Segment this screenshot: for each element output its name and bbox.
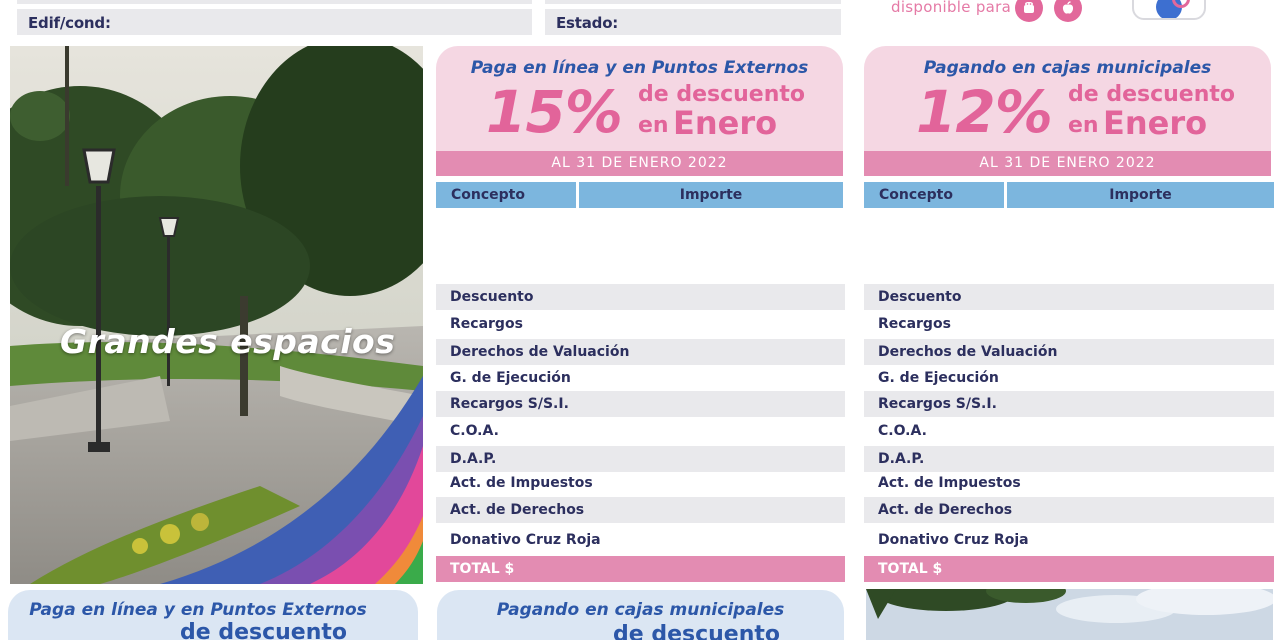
table-row: Recargos	[450, 316, 523, 332]
estado-field[interactable]	[545, 9, 841, 35]
table-row: G. de Ejecución	[450, 370, 571, 386]
promo-cajas-desc-month: Enero	[1103, 104, 1208, 142]
table-row: C.O.A.	[450, 423, 499, 439]
promo-cajas-desc: de descuento	[1068, 82, 1236, 107]
promo-bottom-cajas-desc: de descuento	[613, 622, 781, 640]
promo-online-deadline: AL 31 DE ENERO 2022	[436, 151, 843, 176]
table-row: Act. de Impuestos	[878, 475, 1021, 491]
promo-cajas-deadline: AL 31 DE ENERO 2022	[864, 151, 1271, 176]
app-logo[interactable]	[1132, 0, 1206, 20]
col-concept: Concepto	[436, 182, 576, 208]
promo-bottom-cajas-percent	[493, 622, 603, 640]
promo-online-desc-month: Enero	[673, 104, 778, 142]
table-row: G. de Ejecución	[878, 370, 999, 386]
promo-online-title: Paga en línea y en Puntos Externos	[470, 58, 809, 78]
promo-online	[436, 46, 843, 176]
android-icon[interactable]	[1015, 0, 1043, 22]
table-row: D.A.P.	[436, 446, 845, 472]
table-header-right	[864, 182, 1274, 208]
promo-cajas	[864, 46, 1271, 176]
table-row: Recargos S/S.I.	[436, 391, 845, 417]
promo-cajas-title: Pagando en cajas municipales	[923, 58, 1212, 78]
promo-online-desc: de descuento	[638, 82, 806, 107]
app-available-text: disponible para	[891, 0, 1012, 16]
table-row: Derechos de Valuación	[436, 339, 845, 365]
table-row: Act. de Derechos	[436, 497, 845, 523]
total-row: TOTAL $	[436, 556, 845, 582]
col-concept: Concepto	[864, 182, 1004, 208]
promo-bottom-online-title: Paga en línea y en Puntos Externos	[29, 600, 367, 620]
col-amount: Importe	[579, 182, 843, 208]
edif-cond-field[interactable]	[17, 9, 532, 35]
total-row: TOTAL $	[864, 556, 1274, 582]
promo-bottom-online-desc: de descuento	[180, 620, 348, 640]
table-row: Recargos S/S.I.	[864, 391, 1274, 417]
table-row: Donativo Cruz Roja	[450, 532, 601, 548]
apple-icon[interactable]	[1054, 0, 1082, 22]
promo-bottom-online	[8, 590, 418, 640]
table-row: C.O.A.	[878, 423, 927, 439]
park-photo	[10, 46, 423, 584]
estado-label: Estado:	[556, 14, 619, 32]
promo-cajas-desc-en: en	[1068, 113, 1099, 138]
table-header-left	[436, 182, 843, 208]
form-strip-left	[17, 0, 532, 4]
promo-cajas-percent: 12%	[916, 78, 1052, 146]
form-strip-right	[545, 0, 841, 4]
promo-bottom-cajas-title: Pagando en cajas municipales	[496, 600, 785, 620]
table-row: Act. de Derechos	[864, 497, 1274, 523]
table-row: Recargos	[878, 316, 951, 332]
trees-photo	[866, 589, 1273, 640]
table-row: D.A.P.	[864, 446, 1274, 472]
edif-cond-label: Edif/cond:	[28, 14, 111, 32]
col-amount: Importe	[1007, 182, 1274, 208]
promo-online-percent: 15%	[486, 78, 622, 146]
table-row: Act. de Impuestos	[450, 475, 593, 491]
promo-bottom-online-percent	[40, 618, 170, 640]
table-row: Descuento	[436, 284, 845, 310]
table-row: Descuento	[864, 284, 1274, 310]
table-row: Donativo Cruz Roja	[878, 532, 1029, 548]
promo-bottom-cajas	[437, 590, 844, 640]
table-row: Derechos de Valuación	[864, 339, 1274, 365]
photo-caption: Grandes espacios	[60, 322, 396, 361]
promo-online-desc-en: en	[638, 113, 669, 138]
